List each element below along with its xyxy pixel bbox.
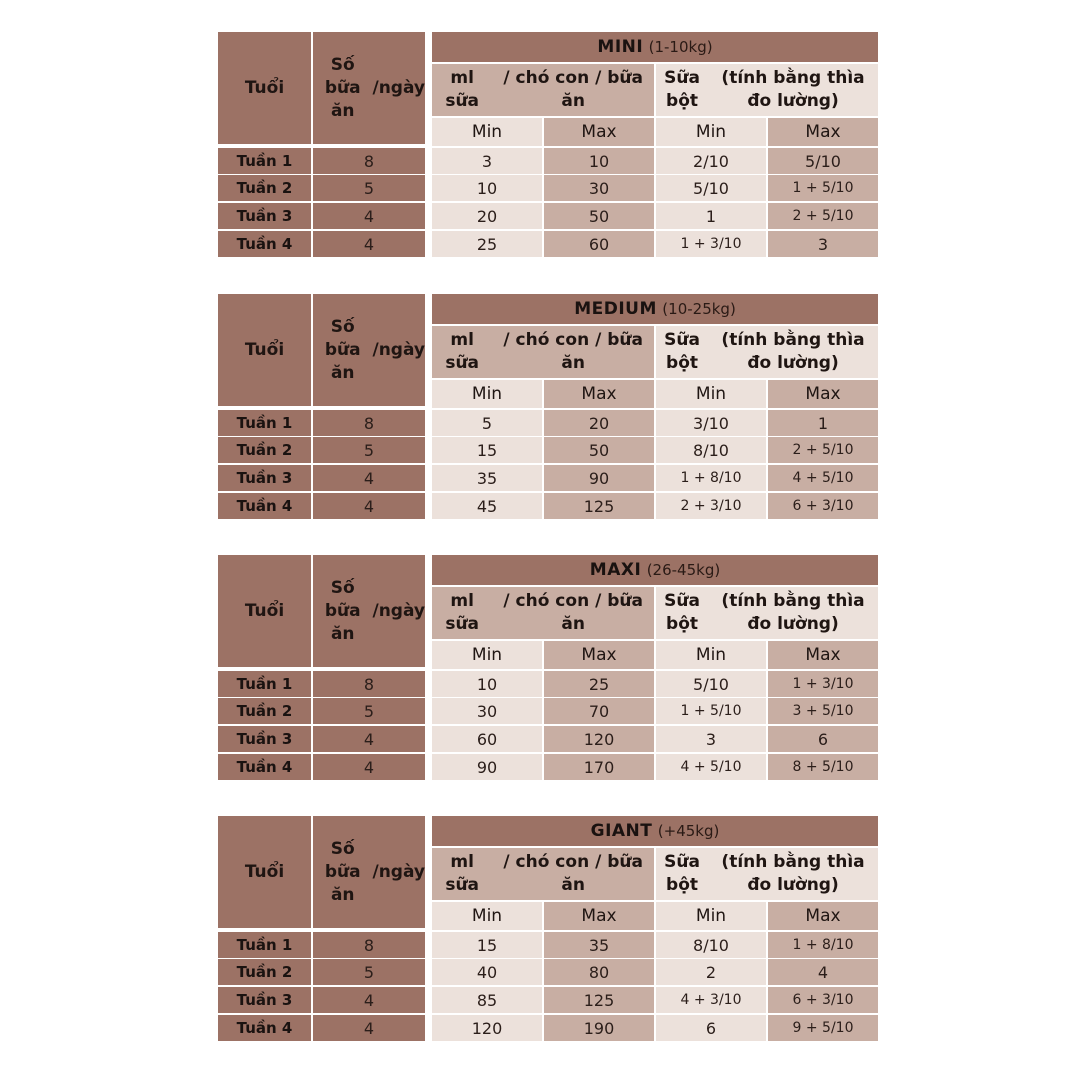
ml-max-header	[544, 118, 654, 146]
cell-text: Min	[695, 645, 727, 665]
cell-text: 5/10	[693, 674, 729, 694]
age-header: Tuổi	[218, 555, 311, 667]
week-label	[218, 465, 311, 491]
powder-max-value	[768, 410, 878, 436]
cell-text: Tuần 3	[236, 991, 293, 1009]
cell-text: 8	[363, 674, 375, 694]
week-label	[218, 959, 311, 985]
cell-text: Tuần 4	[236, 1019, 293, 1037]
ml-max-value	[544, 987, 654, 1013]
cell-text: 10	[588, 151, 610, 171]
ml-min-value	[432, 959, 542, 985]
feeding-table-medium	[218, 294, 878, 520]
size-range: (26-45kg)	[646, 561, 721, 579]
cell-text: 8/10	[693, 935, 729, 955]
week-label	[218, 437, 311, 463]
cell-text: Max	[581, 384, 617, 404]
powder-max-value	[768, 175, 878, 201]
cell-text: 8	[363, 413, 375, 433]
cell-text: 60	[588, 234, 610, 254]
cell-text: Tuần 3	[236, 207, 293, 225]
cell-text: Max	[581, 906, 617, 926]
ml-max-value	[544, 754, 654, 780]
powder-max-header	[768, 380, 878, 408]
cell-text: 2	[705, 962, 717, 982]
ml-min-value	[432, 437, 542, 463]
powder-min-value	[656, 437, 766, 463]
size-range: (1-10kg)	[648, 38, 713, 56]
ml-min-header	[432, 118, 542, 146]
week-label	[218, 1015, 311, 1041]
cell-text: 5	[363, 178, 375, 198]
age-header: Tuổi	[218, 294, 311, 406]
powder-min-header	[656, 118, 766, 146]
cell-text: 8	[363, 935, 375, 955]
ml-min-value	[432, 231, 542, 257]
powder-min-header	[656, 641, 766, 669]
cell-text: Min	[471, 384, 503, 404]
cell-text: 3/10	[693, 413, 729, 433]
meals-value	[313, 726, 425, 752]
cell-text: 25	[476, 234, 498, 254]
size-name: MEDIUM	[574, 299, 657, 319]
cell-text: 8 + 5/10	[792, 759, 854, 775]
cell-text: 125	[583, 990, 615, 1010]
cell-text: 2 + 5/10	[792, 208, 854, 224]
cell-text: 3	[817, 234, 829, 254]
feeding-table-giant	[218, 816, 878, 1042]
week-label	[218, 410, 311, 436]
size-range: (+45kg)	[657, 822, 720, 840]
feeding-table-maxi	[218, 555, 878, 781]
powder-min-value	[656, 987, 766, 1013]
powder-max-value	[768, 698, 878, 724]
cell-text: 35	[588, 935, 610, 955]
cell-text: Tuần 4	[236, 758, 293, 776]
cell-text: 6	[817, 729, 829, 749]
cell-text: 5	[481, 413, 493, 433]
ml-max-value	[544, 437, 654, 463]
powder-max-value	[768, 465, 878, 491]
ml-max-value	[544, 671, 654, 697]
ml-max-header	[544, 902, 654, 930]
meals-header: Số bữa ăn /ngày	[313, 555, 425, 667]
feeding-table-mini	[218, 32, 878, 258]
cell-text: 1 + 5/10	[680, 703, 742, 719]
cell-text: 4	[363, 990, 375, 1010]
cell-text: 3 + 5/10	[792, 703, 854, 719]
cell-text: Min	[471, 906, 503, 926]
cell-text: 15	[476, 440, 498, 460]
powder-max-header	[768, 118, 878, 146]
powder-min-value	[656, 671, 766, 697]
cell-text: Tuần 3	[236, 730, 293, 748]
cell-text: 85	[476, 990, 498, 1010]
ml-max-value	[544, 932, 654, 958]
meals-value	[313, 493, 425, 519]
cell-text: 125	[583, 496, 615, 516]
cell-text: 9 + 5/10	[792, 1020, 854, 1036]
meals-value	[313, 932, 425, 958]
cell-text: 60	[476, 729, 498, 749]
cell-text: Max	[581, 645, 617, 665]
cell-text: 10	[476, 674, 498, 694]
cell-text: 35	[476, 468, 498, 488]
powder-min-header	[656, 902, 766, 930]
cell-text: 5/10	[693, 178, 729, 198]
cell-text: 4	[363, 757, 375, 777]
size-banner	[432, 294, 878, 324]
cell-text: 1 + 5/10	[792, 180, 854, 196]
ml-max-value	[544, 698, 654, 724]
cell-text: 20	[588, 413, 610, 433]
ml-min-value	[432, 1015, 542, 1041]
week-label	[218, 493, 311, 519]
week-label	[218, 987, 311, 1013]
meals-value	[313, 671, 425, 697]
meals-value	[313, 959, 425, 985]
powder-min-value	[656, 231, 766, 257]
meals-header: Số bữa ăn /ngày	[313, 294, 425, 406]
size-name: MAXI	[589, 560, 642, 580]
powder-max-value	[768, 671, 878, 697]
cell-text: 4	[363, 1018, 375, 1038]
cell-text: Tuần 4	[236, 235, 293, 253]
cell-text: Min	[695, 384, 727, 404]
cell-text: 3	[481, 151, 493, 171]
cell-text: 190	[583, 1018, 615, 1038]
week-label	[218, 726, 311, 752]
ml-min-value	[432, 465, 542, 491]
size-name: GIANT	[590, 821, 653, 841]
cell-text: Min	[471, 645, 503, 665]
cell-text: 2 + 5/10	[792, 442, 854, 458]
week-label	[218, 148, 311, 174]
cell-text: Tuần 1	[236, 936, 293, 954]
ml-min-value	[432, 726, 542, 752]
cell-text: Tuần 4	[236, 497, 293, 515]
size-banner	[432, 816, 878, 846]
week-label	[218, 203, 311, 229]
powder-max-value	[768, 231, 878, 257]
ml-min-value	[432, 698, 542, 724]
meals-value	[313, 175, 425, 201]
ml-min-header	[432, 641, 542, 669]
cell-text: Max	[805, 122, 841, 142]
ml-max-value	[544, 203, 654, 229]
cell-text: 5/10	[805, 151, 841, 171]
ml-min-value	[432, 932, 542, 958]
ml-min-value	[432, 987, 542, 1013]
cell-text: 4	[363, 206, 375, 226]
cell-text: 15	[476, 935, 498, 955]
powder-min-value	[656, 493, 766, 519]
cell-text: Min	[695, 906, 727, 926]
ml-max-value	[544, 726, 654, 752]
cell-text: 80	[588, 962, 610, 982]
powder-min-value	[656, 148, 766, 174]
meals-value	[313, 410, 425, 436]
meals-header: Số bữa ăn /ngày	[313, 32, 425, 144]
ml-max-value	[544, 148, 654, 174]
powder-min-value	[656, 175, 766, 201]
cell-text: Max	[581, 122, 617, 142]
meals-value	[313, 754, 425, 780]
cell-text: 1	[705, 206, 717, 226]
meals-value	[313, 987, 425, 1013]
age-header: Tuổi	[218, 816, 311, 928]
cell-text: 2 + 3/10	[680, 498, 742, 514]
powder-header: Sữa bột (tính bằng thìa đo lường)	[656, 326, 878, 378]
powder-min-value	[656, 959, 766, 985]
powder-min-value	[656, 698, 766, 724]
powder-max-header	[768, 902, 878, 930]
cell-text: 30	[476, 701, 498, 721]
meals-header: Số bữa ăn /ngày	[313, 816, 425, 928]
week-label	[218, 231, 311, 257]
ml-min-value	[432, 203, 542, 229]
ml-max-value	[544, 493, 654, 519]
cell-text: Tuần 2	[236, 441, 293, 459]
cell-text: 90	[476, 757, 498, 777]
cell-text: Tuần 2	[236, 702, 293, 720]
cell-text: Tuần 3	[236, 469, 293, 487]
meals-value	[313, 231, 425, 257]
cell-text: 4	[363, 234, 375, 254]
cell-text: 50	[588, 206, 610, 226]
powder-min-value	[656, 754, 766, 780]
cell-text: 25	[588, 674, 610, 694]
cell-text: 6 + 3/10	[792, 498, 854, 514]
meals-value	[313, 437, 425, 463]
size-banner	[432, 32, 878, 62]
cell-text: 5	[363, 962, 375, 982]
week-label	[218, 671, 311, 697]
cell-text: 4	[363, 729, 375, 749]
cell-text: Tuần 1	[236, 675, 293, 693]
cell-text: 120	[583, 729, 615, 749]
cell-text: Min	[695, 122, 727, 142]
powder-min-value	[656, 203, 766, 229]
powder-max-value	[768, 148, 878, 174]
cell-text: 8/10	[693, 440, 729, 460]
cell-text: Tuần 1	[236, 414, 293, 432]
cell-text: 45	[476, 496, 498, 516]
cell-text: Max	[805, 645, 841, 665]
ml-min-value	[432, 175, 542, 201]
age-header: Tuổi	[218, 32, 311, 144]
powder-max-value	[768, 203, 878, 229]
ml-max-value	[544, 231, 654, 257]
cell-text: Tuần 2	[236, 179, 293, 197]
meals-value	[313, 1015, 425, 1041]
cell-text: 1 + 3/10	[680, 236, 742, 252]
cell-text: 70	[588, 701, 610, 721]
cell-text: 6 + 3/10	[792, 992, 854, 1008]
cell-text: 3	[705, 729, 717, 749]
ml-max-value	[544, 465, 654, 491]
cell-text: 5	[363, 701, 375, 721]
cell-text: 2/10	[693, 151, 729, 171]
cell-text: 1 + 3/10	[792, 676, 854, 692]
cell-text: 120	[471, 1018, 503, 1038]
ml-max-header	[544, 641, 654, 669]
powder-max-value	[768, 959, 878, 985]
cell-text: Max	[805, 906, 841, 926]
powder-min-value	[656, 465, 766, 491]
powder-min-value	[656, 726, 766, 752]
cell-text: 4 + 5/10	[680, 759, 742, 775]
ml-min-value	[432, 754, 542, 780]
cell-text: 4 + 3/10	[680, 992, 742, 1008]
cell-text: 10	[476, 178, 498, 198]
cell-text: Min	[471, 122, 503, 142]
ml-min-value	[432, 148, 542, 174]
ml-max-value	[544, 410, 654, 436]
cell-text: 50	[588, 440, 610, 460]
cell-text: Max	[805, 384, 841, 404]
ml-max-value	[544, 1015, 654, 1041]
cell-text: 4	[817, 962, 829, 982]
ml-min-value	[432, 671, 542, 697]
cell-text: 170	[583, 757, 615, 777]
cell-text: 8	[363, 151, 375, 171]
powder-max-value	[768, 1015, 878, 1041]
powder-min-value	[656, 932, 766, 958]
cell-text: 40	[476, 962, 498, 982]
cell-text: 1	[817, 413, 829, 433]
powder-min-value	[656, 1015, 766, 1041]
powder-max-value	[768, 437, 878, 463]
powder-max-value	[768, 932, 878, 958]
cell-text: 4	[363, 496, 375, 516]
week-label	[218, 175, 311, 201]
milk-ml-header: ml sữa / chó con / bữa ăn	[432, 848, 654, 900]
ml-min-header	[432, 902, 542, 930]
cell-text: 6	[705, 1018, 717, 1038]
size-range: (10-25kg)	[662, 300, 736, 318]
milk-ml-header: ml sữa / chó con / bữa ăn	[432, 326, 654, 378]
milk-ml-header: ml sữa / chó con / bữa ăn	[432, 587, 654, 639]
cell-text: 30	[588, 178, 610, 198]
cell-text: 20	[476, 206, 498, 226]
meals-value	[313, 465, 425, 491]
ml-max-header	[544, 380, 654, 408]
cell-text: Tuần 1	[236, 152, 293, 170]
cell-text: 4	[363, 468, 375, 488]
powder-min-header	[656, 380, 766, 408]
powder-max-value	[768, 754, 878, 780]
powder-min-value	[656, 410, 766, 436]
cell-text: 90	[588, 468, 610, 488]
size-name: MINI	[597, 37, 644, 57]
cell-text: 5	[363, 440, 375, 460]
cell-text: 1 + 8/10	[680, 470, 742, 486]
ml-min-value	[432, 493, 542, 519]
week-label	[218, 698, 311, 724]
meals-value	[313, 698, 425, 724]
ml-min-header	[432, 380, 542, 408]
powder-header: Sữa bột (tính bằng thìa đo lường)	[656, 587, 878, 639]
powder-max-value	[768, 987, 878, 1013]
week-label	[218, 932, 311, 958]
powder-max-header	[768, 641, 878, 669]
meals-value	[313, 148, 425, 174]
ml-min-value	[432, 410, 542, 436]
cell-text: 4 + 5/10	[792, 470, 854, 486]
milk-ml-header: ml sữa / chó con / bữa ăn	[432, 64, 654, 116]
powder-max-value	[768, 493, 878, 519]
powder-header: Sữa bột (tính bằng thìa đo lường)	[656, 848, 878, 900]
meals-value	[313, 203, 425, 229]
ml-max-value	[544, 175, 654, 201]
ml-max-value	[544, 959, 654, 985]
week-label	[218, 754, 311, 780]
powder-max-value	[768, 726, 878, 752]
cell-text: 1 + 8/10	[792, 937, 854, 953]
cell-text: Tuần 2	[236, 963, 293, 981]
powder-header: Sữa bột (tính bằng thìa đo lường)	[656, 64, 878, 116]
size-banner	[432, 555, 878, 585]
